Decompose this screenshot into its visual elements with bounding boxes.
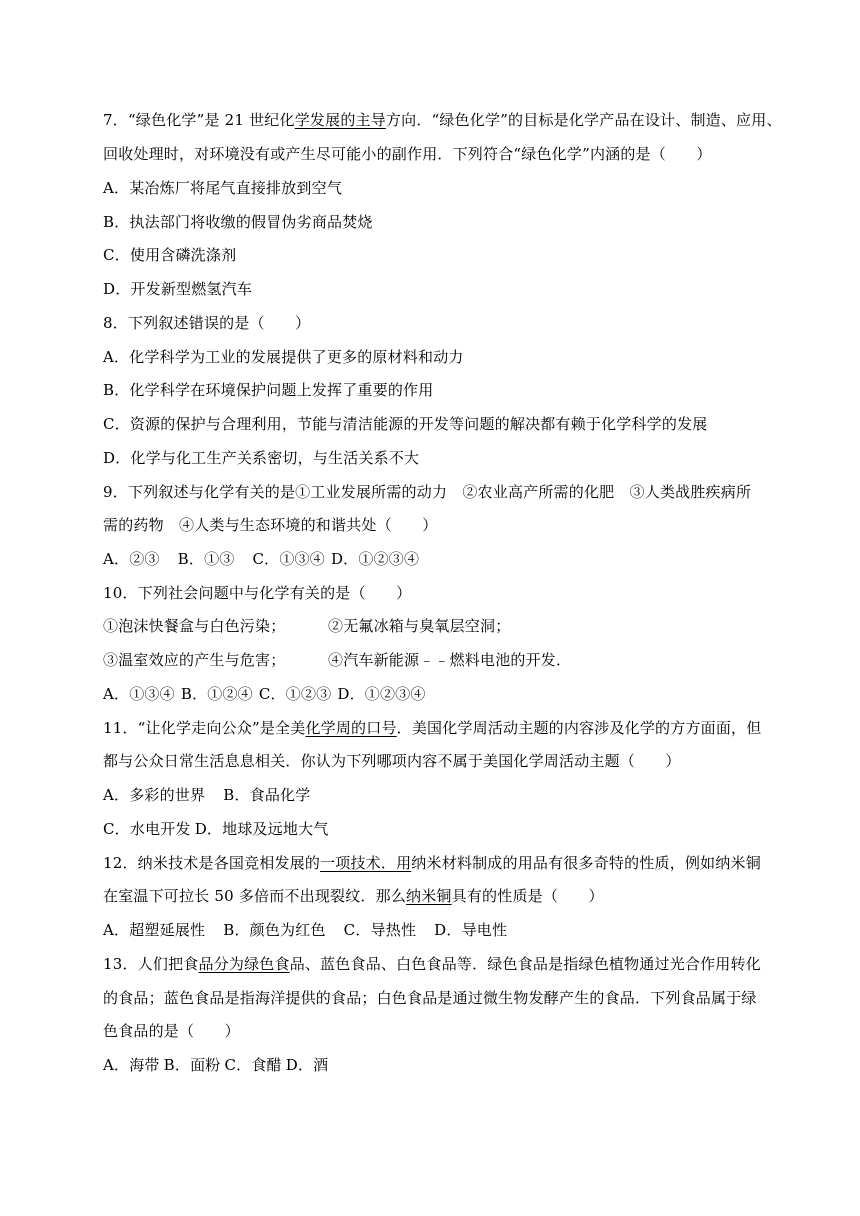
q10-items-row1	[103, 616, 763, 636]
q10-item-3: ③温室效应的产生与危害；	[103, 651, 286, 669]
q12-option-c: C．导热性	[343, 921, 417, 939]
q8-option-a: A．化学科学为工业的发展提供了更多的原材料和动力	[103, 348, 464, 366]
q13-stem-line1: 13．人们把食品分为绿色食品、蓝色食品、白色食品等．绿色食品是指绿色植物通过光合作用转化	[103, 955, 761, 973]
q13-option-d: D．酒	[285, 1056, 329, 1074]
q9-option-c: C．①③④	[252, 550, 325, 568]
q10-stem: 10．下列社会问题中与化学有关的是（ ）	[103, 584, 412, 602]
q7-stem-line2: 回收处理时，对环境没有或产生尽可能小的副作用．下列符合“绿色化学”内涵的是（ ）	[103, 145, 712, 163]
q9-option-d: D．①②③④	[330, 550, 420, 568]
q7-option-d: D．开发新型燃氢汽车	[103, 280, 253, 298]
q8-option-c: C．资源的保护与合理利用，节能与清洁能源的开发等问题的解决都有赖于化学科学的发展	[103, 415, 708, 433]
q11-option-d: D．地球及远地大气	[194, 820, 329, 838]
q13-option-c: C．食醋	[224, 1056, 282, 1074]
q12-stem-line2: 在室温下可拉长 50 多倍而不出现裂纹．那么纳米铜具有的性质是（ ）	[103, 887, 604, 905]
q13-stem-line2: 的食品；蓝色食品是指海洋提供的食品；白色食品是通过微生物发酵产生的食品．下列食品属于绿	[103, 989, 757, 1007]
q13-option-a: A．海带	[103, 1056, 160, 1074]
q9-option-b: B．①③	[177, 550, 235, 568]
q10-item-4: ④汽车新能源﹣﹣燃料电池的开发．	[328, 651, 572, 669]
q11-option-a: A．多彩的世界	[103, 786, 206, 804]
q11-stem-line1: 11．“让化学走向公众”是全美化学周的口号．美国化学周活动主题的内容涉及化学的方方面面，但	[103, 719, 762, 737]
q10-option-a: A．①③④	[103, 685, 175, 703]
q13-options	[103, 1055, 763, 1075]
q7-option-a: A．某冶炼厂将尾气直接排放到空气	[103, 179, 343, 197]
q11-stem-line2: 都与公众日常生活息息相关．你认为下列哪项内容不属于美国化学周活动主题（ ）	[103, 752, 681, 770]
q8-option-d: D．化学与化工生产关系密切，与生活关系不大	[103, 449, 420, 467]
q9-stem-line2: 需的药物 ④人类与生态环境的和谐共处（ ）	[103, 516, 438, 534]
q12-stem-line1: 12．纳米技术是各国竞相发展的一项技术．用纳米材料制成的用品有很多奇特的性质，例如纳米铜	[103, 854, 761, 872]
q10-option-c: C．①②③	[258, 685, 332, 703]
q7-option-b: B．执法部门将收缴的假冒伪劣商品焚烧	[103, 213, 373, 231]
q12-option-b: B．颜色为红色	[223, 921, 326, 939]
q11-option-b: B．食品化学	[223, 786, 311, 804]
q13-option-b: B．面粉	[163, 1056, 221, 1074]
q11-options-row2	[103, 819, 763, 839]
q12-option-a: A．超塑延展性	[103, 921, 206, 939]
q12-option-d: D．导电性	[434, 921, 508, 939]
q10-item-2: ②无氟冰箱与臭氧层空洞；	[328, 617, 511, 635]
q8-stem: 8．下列叙述错误的是（ ）	[103, 314, 311, 332]
q11-option-c: C．水电开发	[103, 820, 191, 838]
q9-options	[103, 549, 763, 569]
q10-item-1: ①泡沫快餐盒与白色污染；	[103, 617, 286, 635]
q7-stem-line1: 7．“绿色化学”是 21 世纪化学发展的主导方向．“绿色化学”的目标是化学产品在设计、制造、应用、	[103, 111, 782, 129]
q9-stem-line1: 9．下列叙述与化学有关的是①工业发展所需的动力 ②农业高产所需的化肥 ③人类战胜疾病所	[103, 483, 752, 501]
q10-items-row2	[103, 650, 763, 670]
q10-option-d: D．①②③④	[337, 685, 426, 703]
q13-stem-line3: 色食品的是（ ）	[103, 1022, 240, 1040]
q8-option-b: B．化学科学在环境保护问题上发挥了重要的作用	[103, 381, 434, 399]
q12-options	[103, 920, 763, 940]
q7-option-c: C．使用含磷洗涤剂	[103, 246, 237, 264]
q10-options	[103, 684, 763, 704]
q10-option-b: B．①②④	[180, 685, 253, 703]
q9-option-a: A．②③	[103, 550, 160, 568]
q11-options-row1	[103, 785, 763, 805]
